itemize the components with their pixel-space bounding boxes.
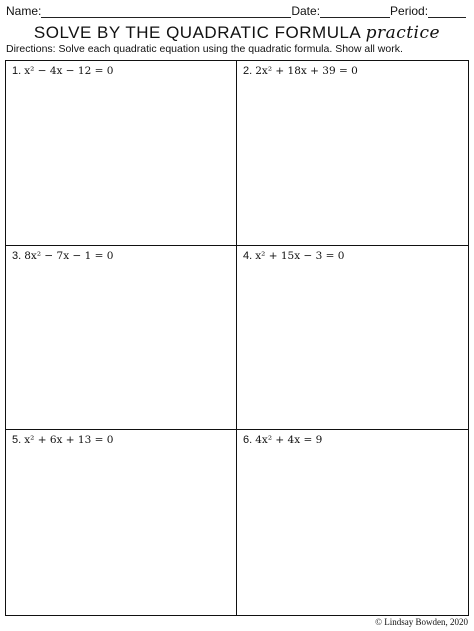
directions-text: Directions: Solve each quadratic equation using the quadratic formula. Show all work.: [6, 43, 403, 55]
problem-grid: [5, 60, 469, 616]
problem-cell-5[interactable]: [6, 430, 237, 615]
problem-4: [243, 249, 344, 263]
problem-cell-6[interactable]: [237, 430, 468, 615]
problem-number: 1.: [12, 65, 22, 77]
problem-number: 3.: [12, 249, 22, 262]
worksheet-title: [0, 22, 474, 44]
problem-number: 5.: [12, 434, 22, 447]
student-info-header: [6, 4, 468, 20]
problem-equation: 8x² − 7x − 1 = 0: [24, 249, 114, 262]
problem-3: [12, 249, 113, 263]
problem-equation: x² − 4x − 12 = 0: [24, 65, 114, 77]
problem-1: [12, 64, 113, 78]
date-label: Date:: [291, 4, 321, 18]
copyright-footer: © Lindsay Bowden, 2020: [375, 617, 468, 627]
problem-equation: 4x² + 4x = 9: [255, 434, 323, 447]
problem-5: [12, 433, 113, 447]
title-script: practice: [365, 23, 441, 43]
problem-equation: x² + 6x + 13 = 0: [24, 434, 114, 447]
problem-2: [243, 64, 358, 78]
problem-cell-1[interactable]: [6, 61, 237, 246]
problem-equation: 2x² + 18x + 39 = 0: [255, 65, 358, 77]
name-label: Name:: [6, 4, 42, 18]
title-main: SOLVE BY THE QUADRATIC FORMULA: [33, 23, 361, 42]
period-label: Period:: [390, 4, 429, 18]
problem-cell-4[interactable]: [237, 246, 468, 431]
problem-number: 6.: [243, 434, 253, 447]
student-info-row: [6, 4, 468, 18]
name-blank[interactable]: [41, 5, 291, 18]
date-blank[interactable]: [320, 5, 390, 18]
problem-equation: x² + 15x − 3 = 0: [255, 249, 345, 262]
problem-number: 4.: [243, 249, 253, 262]
problem-cell-3[interactable]: [6, 246, 237, 431]
problem-6: [243, 433, 322, 447]
problem-cell-2[interactable]: [237, 61, 468, 246]
period-blank[interactable]: [428, 5, 466, 18]
problem-number: 2.: [243, 65, 253, 77]
